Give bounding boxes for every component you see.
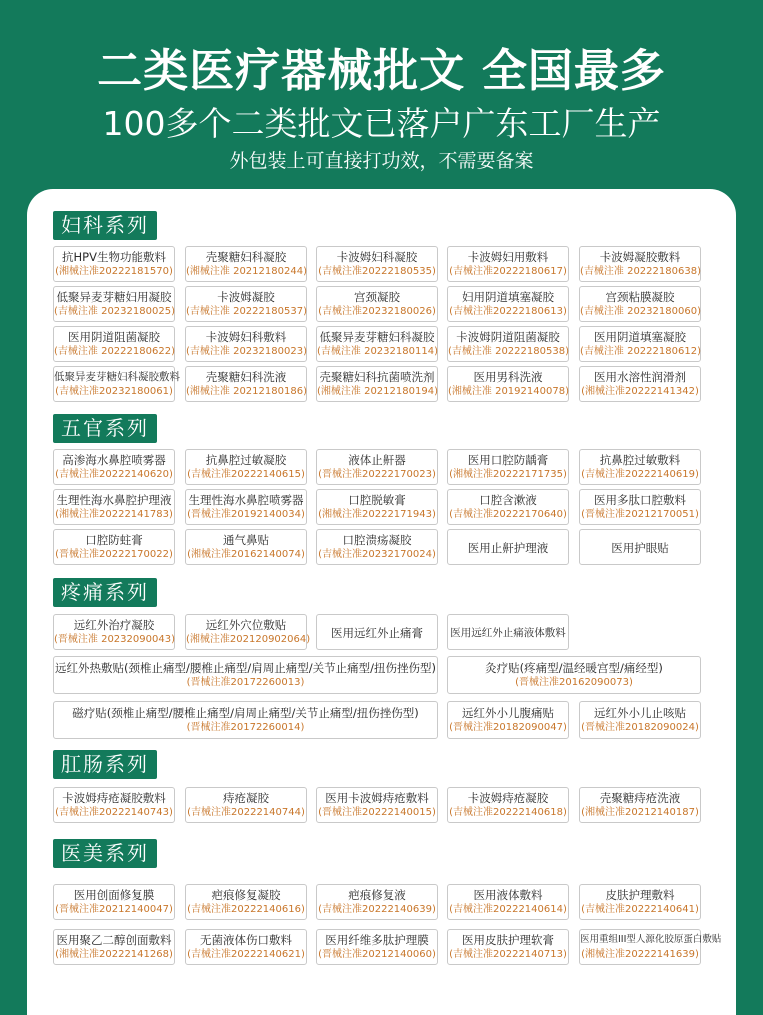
product-item [579,246,701,282]
product-name: 医用创面修复膜 [73,888,155,902]
product-name: 医用重组III型人源化胶原蛋白敷贴 [580,934,722,945]
product-item [579,787,701,823]
page-subtitle: 100多个二类批文已落户广东工厂生产 [102,104,661,143]
product-name: 卡波姆妇科敷料 [205,330,287,344]
product-item [53,614,175,650]
product-name: 口腔脱敏膏 [348,493,406,507]
product-item [447,614,569,650]
product-name: 医用男科洗液 [473,370,543,384]
product-name: 医用阴道填塞凝胶 [594,330,686,344]
product-item [316,449,438,485]
product-name: 痔疮凝胶 [223,791,269,805]
product-item [53,449,175,485]
product-item [447,529,569,565]
product-name: 医用皮肤护理软膏 [462,933,554,947]
registration-code: (吉械注准20222140713) [449,949,567,960]
registration-code: (湘械注准20222141783) [55,509,173,520]
product-name: 卡波姆阴道阻菌凝胶 [456,330,560,344]
registration-code: (湘械注准 20212180194) [317,386,438,397]
product-name: 远红外治疗凝胶 [73,618,155,632]
product-item [579,929,722,965]
product-name: 低聚异麦芽糖妇科凝胶敷料 [54,371,180,383]
product-name: 低聚异麦芽糖妇用凝胶 [56,290,172,304]
product-name: 口腔防蛀膏 [85,533,143,547]
product-name: 灸疗贴(疼痛型/温经暖宫型/痛经型) [485,661,663,675]
product-item [185,529,307,565]
product-item [316,929,438,965]
product-item [185,366,307,402]
product-item [447,286,569,322]
product-item [185,326,307,362]
product-item [579,701,701,739]
product-item [316,614,438,650]
product-name: 壳聚糖妇科凝胶 [205,250,287,264]
registration-code: (湘械注准20162140074) [187,549,305,560]
product-item [447,929,569,965]
registration-code: (晋械注准20182090024) [581,722,699,733]
product-item [185,286,307,322]
registration-code: (晋械注准20192140034) [187,509,305,520]
product-name: 抗鼻腔过敏凝胶 [205,453,287,467]
product-item [447,246,569,282]
product-item [53,246,175,282]
registration-code: (湘械注准20222141639) [581,949,699,960]
registration-code: (吉械注准20222140744) [187,807,305,818]
product-name: 远红外穴位敷贴 [205,618,287,632]
product-name: 卡波姆凝胶敷料 [599,250,681,264]
product-item [316,326,438,362]
product-name: 卡波姆痔疮凝胶 [467,791,549,805]
product-item [447,489,569,525]
registration-code: (吉械注准20222180535) [318,266,436,277]
product-item [316,246,438,282]
product-name: 远红外小儿止咳贴 [594,706,686,720]
registration-code: (湘械注准 20212180186) [186,386,307,397]
registration-code: (吉械注准 20232180023) [186,346,307,357]
registration-code: (湘械注准202120902064) [186,634,311,645]
product-item [316,884,438,920]
product-name: 口腔含漱液 [479,493,537,507]
product-name: 医用多肽口腔敷料 [594,493,686,507]
registration-code: (吉械注准20222140743) [55,807,173,818]
product-name: 皮肤护理敷料 [605,888,675,902]
product-item [185,489,307,525]
page-title: 二类医疗器械批文 全国最多 [97,44,666,97]
product-item [185,614,311,650]
product-item [447,787,569,823]
product-name: 医用止鼾护理液 [467,541,549,555]
registration-code: (湘械注准 20212180244) [186,266,307,277]
registration-code: (吉械注准20232180061) [55,386,173,397]
product-item [185,449,307,485]
product-item [185,246,307,282]
registration-code: (吉械注准20222180617) [449,266,567,277]
registration-code: (晋械注准20222170022) [55,549,173,560]
registration-code: (吉械注准20222140618) [449,807,567,818]
product-item [185,929,307,965]
product-name: 宫颈凝胶 [354,290,400,304]
registration-code: (吉械注准20222140641) [581,904,699,915]
registration-code: (晋械注准20182090047) [449,722,567,733]
product-item [53,656,438,694]
product-name: 无菌液体伤口敷料 [200,933,292,947]
registration-code: (吉械注准 20232180114) [317,346,438,357]
product-item [447,366,569,402]
product-name: 医用口腔防龋膏 [467,453,549,467]
product-item [447,656,701,694]
product-item [579,449,701,485]
product-item [579,326,701,362]
product-name: 妇用阴道填塞凝胶 [462,290,554,304]
product-item [316,489,438,525]
registration-code: (晋械注准20162090073) [515,677,633,688]
product-name: 医用聚乙二醇创面敷料 [56,933,172,947]
registration-code: (吉械注准20222140619) [581,469,699,480]
registration-code: (吉械注准 20222180537) [186,306,307,317]
product-item [185,787,307,823]
page-note: 外包装上可直接打功效，不需要备案 [229,150,534,172]
product-item [447,449,569,485]
product-item [53,286,175,322]
registration-code: (吉械注准 20222180638) [580,266,701,277]
registration-code: (吉械注准 20222180622) [54,346,175,357]
product-name: 医用液体敷料 [473,888,543,902]
registration-code: (湘械注准20222171943) [318,509,436,520]
registration-code: (吉械注准 20232180060) [580,306,701,317]
product-name: 磁疗贴(颈椎止痛型/腰椎止痛型/肩周止痛型/关节止痛型/扭伤挫伤型) [72,706,419,720]
registration-code: (晋械注准20212170051) [581,509,699,520]
registration-code: (湘械注准 20192140078) [448,386,569,397]
product-name: 远红外小儿腹痛贴 [462,706,554,720]
product-name: 卡波姆痔疮凝胶敷料 [62,791,166,805]
product-name: 卡波姆凝胶 [217,290,275,304]
registration-code: (吉械注准20222140639) [318,904,436,915]
registration-code: (晋械注准 20232090043) [54,634,175,645]
registration-code: (湘械注准20212140187) [581,807,699,818]
registration-code: (晋械注准20172260014) [186,722,305,733]
product-name: 医用护眼贴 [611,541,669,555]
product-item [53,366,180,402]
product-name: 卡波姆妇用敷料 [467,250,549,264]
product-name: 医用卡波姆痔疮敷料 [325,791,429,805]
product-name: 远红外热敷贴(颈椎止痛型/腰椎止痛型/肩周止痛型/关节止痛型/扭伤挫伤型) [55,661,436,675]
product-name: 卡波姆妇科凝胶 [336,250,418,264]
registration-code: (晋械注准20212140047) [55,904,173,915]
registration-code: (吉械注准20222140620) [55,469,173,480]
product-name: 生理性海水鼻腔护理液 [56,493,172,507]
registration-code: (晋械注准20172260013) [186,677,305,688]
header-banner [0,0,763,190]
registration-code: (吉械注准 20232180025) [54,306,175,317]
registration-code: (吉械注准20232170024) [318,549,436,560]
product-name: 口腔溃疡凝胶 [342,533,412,547]
product-item [579,366,701,402]
product-name: 医用远红外止痛液体敷料 [450,627,566,639]
registration-code: (吉械注准20222140614) [449,904,567,915]
product-name: 医用远红外止痛膏 [331,626,423,640]
registration-code: (吉械注准20222140616) [187,904,305,915]
product-item [53,787,175,823]
product-item [579,529,701,565]
product-name: 壳聚糖妇科抗菌喷洗剂 [319,370,435,384]
registration-code: (吉械注准20222170640) [449,509,567,520]
registration-code: (吉械注准20222140621) [187,949,305,960]
product-item [53,884,175,920]
registration-code: (吉械注准20222140615) [187,469,305,480]
registration-code: (吉械注准 20222180612) [580,346,701,357]
registration-code: (湘械注准20222141342) [581,386,699,397]
section-title: 疼痛系列 [53,578,157,607]
product-name: 疤痕修复液 [348,888,406,902]
product-name: 液体止鼾器 [348,453,406,467]
product-name: 医用阴道阻菌凝胶 [68,330,160,344]
product-name: 壳聚糖妇科洗液 [205,370,287,384]
product-item [579,884,701,920]
product-name: 生理性海水鼻腔喷雾器 [188,493,304,507]
product-name: 抗HPV生物功能敷料 [62,250,166,264]
registration-code: (晋械注准20222170023) [318,469,436,480]
registration-code: (湘械注准20222181570) [55,266,173,277]
registration-code: (晋械注准20222140015) [318,807,436,818]
product-item [447,701,569,739]
product-item [447,326,569,362]
product-name: 宫颈粘膜凝胶 [605,290,675,304]
product-name: 高渗海水鼻腔喷雾器 [62,453,166,467]
section-title: 肛肠系列 [53,750,157,779]
registration-code: (晋械注准20212140060) [318,949,436,960]
product-item [53,529,175,565]
product-item [53,326,175,362]
product-item [185,884,307,920]
registration-code: (湘械注准20222171735) [449,469,567,480]
product-item [53,489,175,525]
product-name: 抗鼻腔过敏敷料 [599,453,681,467]
section-title: 医美系列 [53,839,157,868]
section-title: 妇科系列 [53,211,157,240]
product-item [316,787,438,823]
product-item [579,286,701,322]
product-list-card [27,189,736,1015]
registration-code: (吉械注准20232180026) [318,306,436,317]
registration-code: (吉械注准20222180613) [449,306,567,317]
product-name: 医用水溶性润滑剂 [594,370,686,384]
product-name: 低聚异麦芽糖妇科凝胶 [319,330,435,344]
product-item [579,489,701,525]
product-item [316,366,438,402]
product-item [316,286,438,322]
product-name: 医用纤维多肽护理膜 [325,933,429,947]
section-title: 五官系列 [53,414,157,443]
product-name: 壳聚糖痔疮洗液 [599,791,681,805]
product-name: 通气鼻贴 [223,533,269,547]
product-name: 疤痕修复凝胶 [211,888,281,902]
registration-code: (湘械注准20222141268) [55,949,173,960]
product-item [53,701,438,739]
product-item [316,529,438,565]
product-item [53,929,175,965]
product-item [447,884,569,920]
registration-code: (吉械注准 20222180538) [448,346,569,357]
